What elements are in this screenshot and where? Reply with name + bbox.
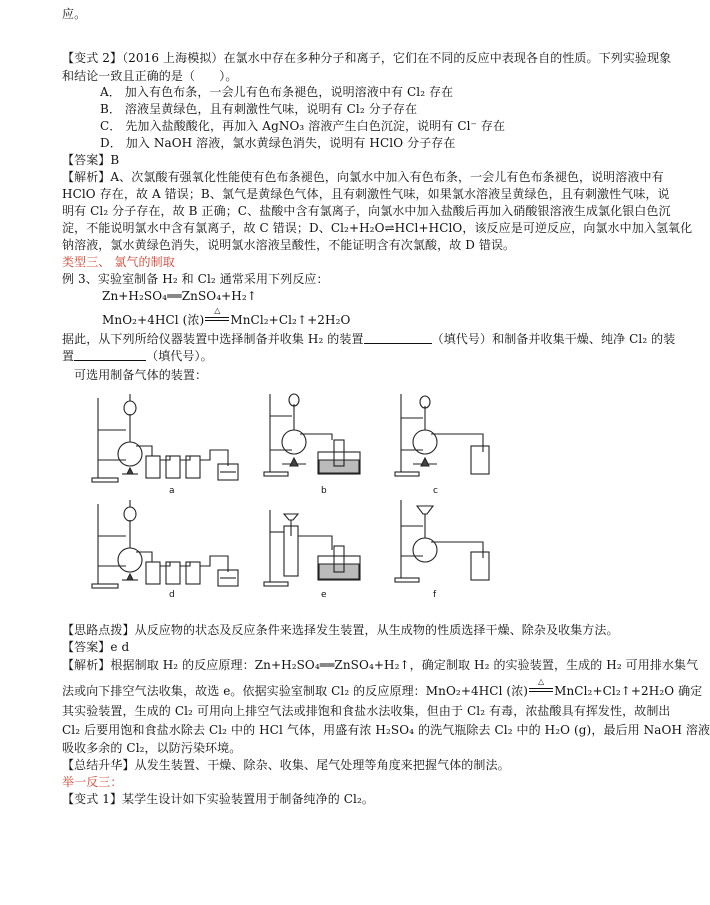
analysis-1-line5: 钠溶液，氯水黄绿色消失，说明氯水溶液呈酸性，不能证明含有次氯酸，故 D 错误。 <box>62 238 516 252</box>
analysis-1-line1: 【解析】A、次氯酸有强氧化性能使有色布条褪色，向氯水中加入有色布条，一会儿有色布条褪色，说明溶液中有 <box>62 170 664 184</box>
apparatus-c-diagram <box>393 390 509 486</box>
option-c: C． 先加入盐酸酸化，再加入 AgNO₃ 溶液产生白色沉淀，说明有 Cl⁻ 存在 <box>100 119 506 133</box>
hint-tag: 【思路点拨】 <box>62 623 135 637</box>
variant2-source: （2016 上海模拟） <box>122 51 224 65</box>
apparatus-b-diagram <box>262 390 380 486</box>
variant2-text: 在氯水中存在多种分子和离子，它们在不同的反应中表现各自的性质。下列实验现象 <box>223 51 672 65</box>
apparatus-intro: 可选用制备气体的装置： <box>74 368 208 382</box>
hint-text: 从反应物的状态及反应条件来选择发生装置，从生成物的性质选择干燥、除杂及收集方法。 <box>134 623 619 637</box>
answer-blank-cl2[interactable] <box>74 349 146 361</box>
figure-label-c: c <box>433 486 438 496</box>
equation-mno2-left: MnO₂+4HCl (浓) <box>102 313 205 327</box>
equation-mno2 <box>102 306 600 328</box>
heating-equal-sign <box>204 306 230 328</box>
analysis-1-line4: 淀，不能说明氯水中含有氯离子，故 C 错误；D、Cl₂+H₂O⇌HCl+HClO，该反应是可逆反应，向氯水中加入氢氧化 <box>62 221 693 235</box>
analysis-2-line1: 【解析】根据制取 H₂ 的反应原理：Zn+H₂SO₄══ZnSO₄+H₂↑，确定制取 H₂ 的实验装置，生成的 H₂ 可用排水集气 <box>62 658 699 672</box>
answer-2: 【答案】e d <box>62 640 130 654</box>
analysis-2-line5: 吸收多余的 Cl₂，以防污染环境。 <box>62 741 242 755</box>
question-line1: 据此，从下列所给仪器装置中选择制备并收集 H₂ 的装置 （填代号）和制备并收集干燥、纯净 Cl₂ 的装 <box>62 332 676 346</box>
answer-blank-h2[interactable] <box>364 332 432 344</box>
section-heading-type3: 类型三、 氯气的制取 <box>62 255 175 269</box>
figure-label-e: e <box>321 590 327 600</box>
variant2-tag: 【变式 2】 <box>62 51 123 65</box>
variant2-header <box>62 50 672 66</box>
hint-line <box>62 622 619 638</box>
summary-text: 从发生装置、干燥、除杂、收集、尾气处理等角度来把握气体的制法。 <box>134 758 510 772</box>
figure-label-f: f <box>433 590 437 600</box>
apparatus-d-diagram <box>92 496 254 596</box>
option-a: A． 加入有色布条，一会儿有色布条褪色，说明溶液中有 Cl₂ 存在 <box>100 85 454 99</box>
analysis-2-line2: 法或向下排空气法收集，故选 e。依据实验室制取 Cl₂ 的反应原理：MnO₂+4HCl (浓) △ MnCl₂+Cl₂↑+2H₂O 确定 <box>62 677 703 698</box>
analysis-2-line4: Cl₂ 后要用饱和食盐水除去 Cl₂ 中的 HCl 气体，用盛有浓 H₂SO₄ 的洗气瓶除去 Cl₂ 中的 H₂O (g)，最后用 NaOH 溶液 <box>62 723 710 737</box>
answer-1: 【答案】B <box>62 153 120 167</box>
equation-zinc: Zn+H₂SO₄══ZnSO₄+H₂↑ <box>102 289 257 303</box>
option-b: B． 溶液呈黄绿色，且有刺激性气味，说明有 Cl₂ 分子存在 <box>100 102 418 116</box>
apparatus-e-diagram <box>262 506 380 590</box>
line-continuation: 应。 <box>62 7 87 21</box>
analysis-1-line3: 明有 Cl₂ 分子存在，故 B 正确；C、盐酸中含有氯离子，向氯水中加入盐酸后再加入硝酸银溶液生成氯化银白色沉 <box>62 204 671 218</box>
variant1-line: 【变式 1】某学生设计如下实验装置用于制备纯净的 Cl₂。 <box>62 792 374 806</box>
variant2-text-cont: 和结论一致且正确的是（ ）。 <box>62 69 238 83</box>
option-d: D． 加入 NaOH 溶液，氯水黄绿色消失，说明有 HClO 分子存在 <box>100 136 456 150</box>
example-3-intro: 例 3、实验室制备 H₂ 和 Cl₂ 通常采用下列反应： <box>62 272 329 286</box>
figure-label-a: a <box>169 486 175 496</box>
summary-line <box>62 757 600 773</box>
figure-label-d: d <box>169 590 175 600</box>
practice-heading: 举一反三： <box>62 775 123 789</box>
equation-mno2-right: MnCl₂+Cl₂↑+2H₂O <box>230 313 351 327</box>
apparatus-f-diagram <box>393 496 509 590</box>
apparatus-a-diagram <box>92 390 254 490</box>
heating-equal-sign-2: △ <box>528 683 554 699</box>
analysis-2-line3: 其实验装置，生成的 Cl₂ 可用向上排空气法或排饱和食盐水法收集，但由于 Cl₂ 有毒，浓盐酸具有挥发性，故制出 <box>62 704 671 718</box>
analysis-1-line2: HClO 存在，故 A 错误；B、氯气是黄绿色气体，且有刺激性气味，如果氯水溶液呈黄绿色，且有刺激性气味，说 <box>62 187 670 201</box>
summary-tag: 【总结升华】 <box>62 758 135 772</box>
figure-label-b: b <box>321 486 327 496</box>
question-line2: 置 （填代号）。 <box>62 349 213 363</box>
heat-symbol: △ <box>214 306 221 315</box>
